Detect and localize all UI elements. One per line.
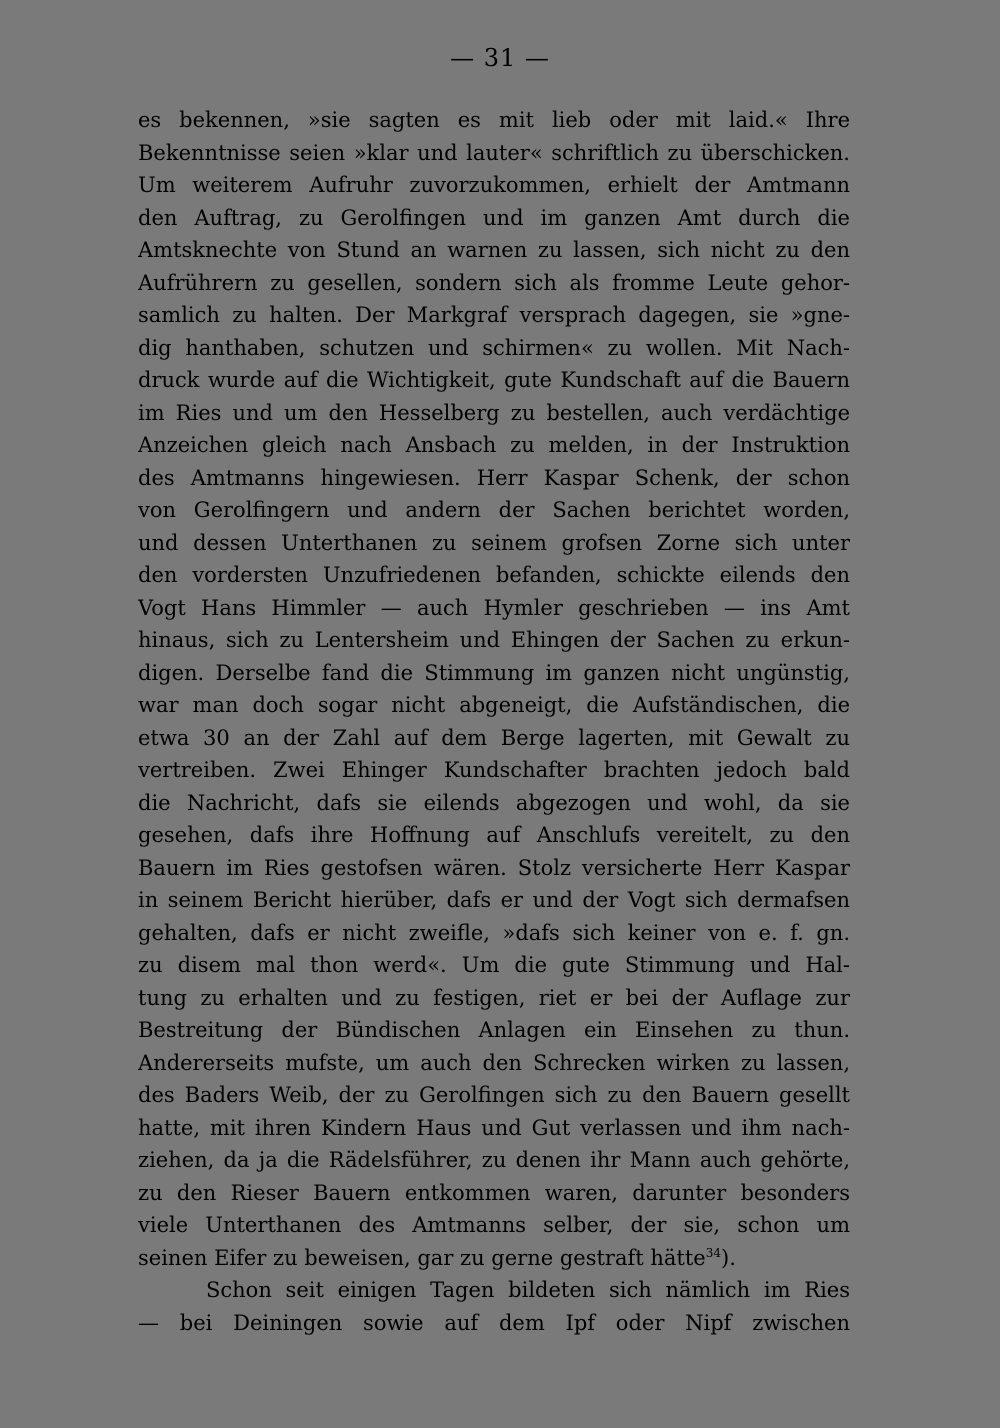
line-text: dig hanthaben, schutzen und schirmen« zu wollen. Mit Nach-: [138, 335, 850, 360]
text-line: [138, 689, 850, 722]
text-line: [138, 559, 850, 592]
line-text: gehalten, dafs er nicht zweifle, »dafs sich keiner von e. f. gn.: [138, 920, 850, 945]
text-line: [138, 104, 850, 137]
text-line: [138, 657, 850, 690]
text-line: [138, 1079, 850, 1112]
line-text: zu disem mal thon werd«. Um die gute Stimmung und Hal-: [138, 953, 850, 977]
line-text: Schon seit einigen Tagen bildeten sich nämlich im Ries: [206, 1278, 850, 1302]
line-text: im Ries und um den Hesselberg zu bestellen, auch verdächtige: [138, 400, 850, 425]
line-text: und dessen Unterthanen zu seinem grofsen Zorne sich unter: [138, 530, 850, 555]
body-text: [138, 104, 850, 1339]
line-text: seinen Eifer zu beweisen, gar zu gerne gestraft hätte: [138, 1245, 706, 1270]
line-text: Anzeichen gleich nach Ansbach zu melden, in der Instruktion: [138, 433, 850, 457]
text-line: [138, 884, 850, 917]
text-line: [138, 299, 850, 332]
text-line: [138, 1307, 850, 1340]
text-line: [138, 592, 850, 625]
text-line: [138, 169, 850, 202]
line-text: die Nachricht, dafs sie eilends abgezogen und wohl, da sie: [138, 790, 850, 815]
line-text: Andererseits mufste, um auch den Schrecken wirken zu lassen,: [138, 1050, 850, 1075]
text-line: [138, 754, 850, 787]
line-text: Bauern im Ries gestofsen wären. Stolz versicherte Herr Kaspar: [138, 855, 850, 880]
text-line: [138, 202, 850, 235]
text-line: [138, 787, 850, 820]
line-text: etwa 30 an der Zahl auf dem Berge lagerten, mit Gewalt zu: [138, 725, 850, 750]
text-line: [138, 1112, 850, 1145]
text-line: [138, 462, 850, 495]
text-line: [138, 429, 850, 462]
text-line: [138, 332, 850, 365]
text-line: [138, 527, 850, 560]
line-text: gesehen, dafs ihre Hoffnung auf Anschlufs vereitelt, zu den: [138, 823, 850, 847]
line-text: viele Unterthanen des Amtmanns selber, der sie, schon um: [138, 1213, 850, 1237]
line-text: war man doch sogar nicht abgeneigt, die Aufständischen, die: [138, 693, 850, 717]
text-line: [138, 852, 850, 885]
line-text: hatte, mit ihren Kindern Haus und Gut verlassen und ihm nach-: [138, 1115, 850, 1140]
text-line: [138, 397, 850, 430]
line-text: Bestreitung der Bündischen Anlagen ein Einsehen zu thun.: [138, 1018, 850, 1042]
line-text: zu den Rieser Bauern entkommen waren, darunter besonders: [138, 1180, 850, 1205]
text-line: [138, 624, 850, 657]
text-line: [138, 1014, 850, 1047]
line-text: Amtsknechte von Stund an warnen zu lassen, sich nicht zu den: [138, 238, 850, 262]
line-text: Um weiterem Aufruhr zuvorzukommen, erhielt der Amtmann: [138, 173, 850, 197]
text-line: [138, 917, 850, 950]
text-line: [138, 1274, 850, 1307]
line-text: des Amtmanns hingewiesen. Herr Kaspar Schenk, der schon: [138, 465, 850, 490]
text-line: [138, 137, 850, 170]
text-line: [138, 982, 850, 1015]
line-text: vertreiben. Zwei Ehinger Kundschafter brachten jedoch bald: [138, 758, 850, 782]
text-line: [138, 364, 850, 397]
line-text: den vordersten Unzufriedenen befanden, schickte eilends den: [138, 563, 850, 587]
line-text: den Auftrag, zu Gerolfingen und im ganzen Amt durch die: [138, 205, 850, 230]
line-text: es bekennen, »sie sagten es mit lieb oder mit laid.« Ihre: [138, 108, 850, 132]
line-text: — bei Deiningen sowie auf dem Ipf oder Nipf zwischen: [138, 1310, 850, 1335]
line-text: von Gerolfingern und andern der Sachen berichtet worden,: [138, 498, 850, 522]
line-text: ziehen, da ja die Rädelsführer, zu denen ihr Mann auch gehörte,: [138, 1148, 850, 1172]
text-line: [138, 949, 850, 982]
line-text: tung zu erhalten und zu festigen, riet er bei der Auflage zur: [138, 985, 850, 1010]
line-text: digen. Derselbe fand die Stimmung im ganzen nicht ungünstig,: [138, 660, 850, 685]
footnote-closing: ).: [721, 1245, 736, 1270]
text-line: [138, 722, 850, 755]
text-line: [138, 234, 850, 267]
line-text: in seinem Bericht hierüber, dafs er und der Vogt sich dermafsen: [138, 888, 850, 912]
page-number: — 31 —: [450, 44, 550, 72]
text-line: [138, 1242, 850, 1275]
text-line: [138, 819, 850, 852]
text-line: [138, 494, 850, 527]
line-text: hinaus, sich zu Lentersheim und Ehingen der Sachen zu erkun-: [138, 628, 850, 652]
footnote-marker: 34: [705, 1245, 722, 1260]
line-text: druck wurde auf die Wichtigkeit, gute Kundschaft auf die Bauern: [138, 368, 850, 392]
text-line: [138, 1209, 850, 1242]
line-text: samlich zu halten. Der Markgraf versprach dagegen, sie »gne-: [138, 303, 850, 327]
text-line: [138, 1177, 850, 1210]
line-text: Bekenntnisse seien »klar und lauter« schriftlich zu überschicken.: [138, 140, 850, 165]
line-text: des Baders Weib, der zu Gerolfingen sich zu den Bauern gesellt: [138, 1083, 850, 1107]
text-line: [138, 1144, 850, 1177]
line-text: Vogt Hans Himmler — auch Hymler geschrieben — ins Amt: [138, 595, 850, 620]
text-line: [138, 1047, 850, 1080]
text-line: [138, 267, 850, 300]
line-text: Aufrührern zu gesellen, sondern sich als fromme Leute gehor-: [138, 270, 850, 295]
